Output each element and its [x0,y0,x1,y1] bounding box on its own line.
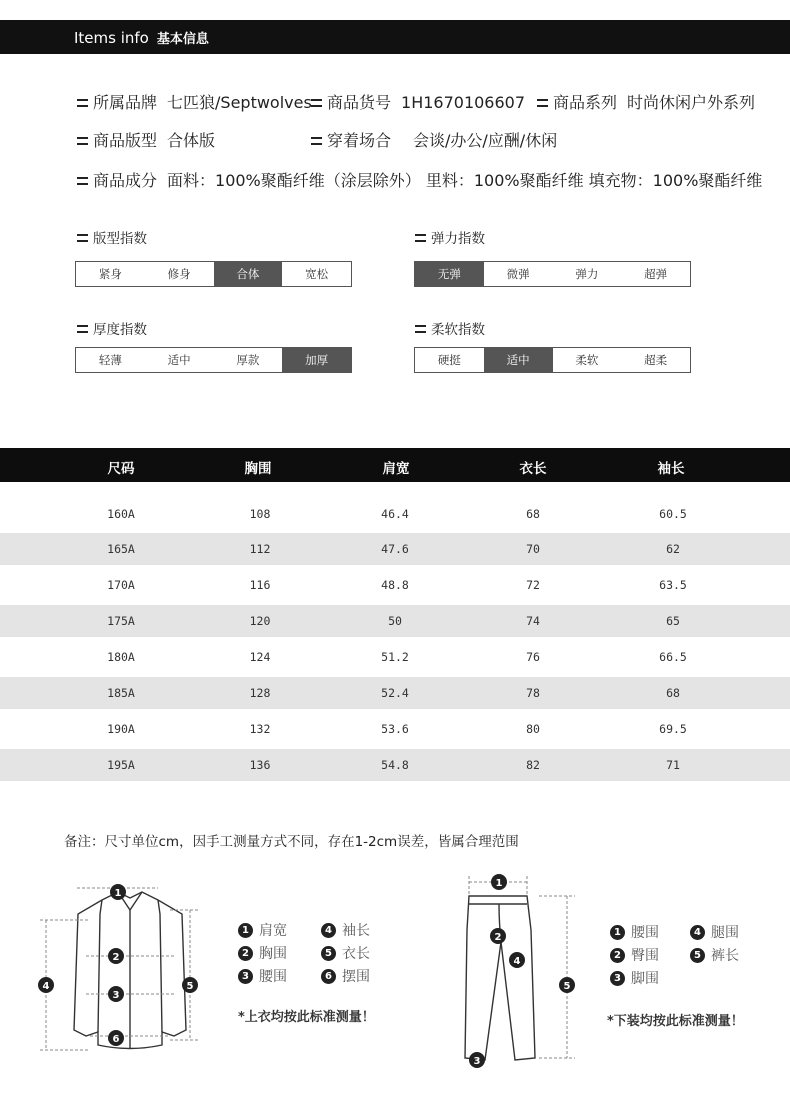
top-legend-item [238,920,287,940]
header-title-en: Items info [74,29,149,47]
thigh-marker-label: 4 [513,956,521,967]
equals-icon [77,99,88,107]
cell-shoulder: 53.6 [381,722,409,736]
legend-number: 4 [690,925,705,940]
cell-length: 76 [526,650,540,664]
equals-icon [77,234,88,242]
occasion-value: 会谈/办公/应酬/休闲 [413,131,558,150]
thickness-index-label: 厚度指数 [93,322,147,338]
stretch-index-scale [414,261,691,287]
equals-icon [77,325,88,333]
fit-value: 合体版 [167,131,216,150]
cell-length: 68 [526,507,540,521]
cell-shoulder: 54.8 [381,758,409,772]
legend-number: 4 [321,923,336,938]
legend-number: 3 [238,969,253,984]
top-legend-item [238,966,287,986]
equals-icon [415,325,426,333]
table-row [0,641,790,673]
pants-waist-marker-label: 1 [495,878,503,889]
softness-index-title [415,318,485,338]
series-label: 商品系列 [553,93,618,112]
pants-length-marker-label: 5 [563,981,571,992]
stretch-option: 微弹 [506,267,530,281]
bottom-legend-item [690,945,739,965]
legend-number: 3 [610,971,625,986]
hip-marker-label: 2 [494,932,502,943]
equals-icon [415,234,426,242]
equals-icon [537,99,548,107]
fit-info [77,128,215,151]
legend-label: 腰围 [259,969,287,985]
hem-circumference-marker-label: 3 [473,1056,481,1067]
cell-chest: 116 [249,578,271,592]
legend-label: 肩宽 [259,923,287,939]
fit-index-title [77,227,147,247]
table-row [0,749,790,781]
softness-option: 适中 [484,348,553,372]
header-size: 尺码 [107,461,135,477]
top-legend-item [321,966,370,986]
size-table-header [0,448,790,482]
cell-sleeve: 71 [666,758,680,772]
thickness-index-scale [75,347,352,373]
legend-number: 2 [238,946,253,961]
bottom-standard-note: *下装均按此标准测量！ [607,1014,744,1029]
material-info [77,168,762,191]
cell-length: 72 [526,578,540,592]
fit-index-scale [75,261,352,287]
brand-info [77,90,312,113]
legend-label: 胸围 [259,946,287,962]
pants-diagram [455,870,595,1070]
equals-icon [311,99,322,107]
bottom-legend-item [610,922,659,942]
top-legend-item [321,943,370,963]
cell-sleeve: 66.5 [659,650,687,664]
sku-value: 1H1670106607 [401,93,526,112]
legend-label: 衣长 [342,946,370,962]
top-legend-item [238,943,287,963]
legend-number: 5 [690,948,705,963]
header-chest: 胸围 [244,461,272,477]
sleeve-marker-label: 4 [42,981,50,992]
header-shoulder: 肩宽 [382,461,410,477]
hem-marker-label: 6 [112,1034,120,1045]
occasion-info [311,128,557,151]
fit-option: 合体 [214,262,283,286]
sku-label: 商品货号 [327,93,392,112]
material-value: 面料：100%聚酯纤维（涂层除外） 里料：100%聚酯纤维 填充物：100%聚酯纤维 [167,171,763,190]
legend-label: 袖长 [342,923,370,939]
equals-icon [311,137,322,145]
cell-chest: 124 [249,650,271,664]
cell-shoulder: 50 [388,614,402,628]
brand-label: 所属品牌 [93,93,158,112]
cell-size: 175A [107,614,135,628]
cell-length: 78 [526,686,540,700]
legend-label: 裤长 [711,948,739,964]
stretch-option: 无弹 [415,262,484,286]
cell-length: 70 [526,542,540,556]
cell-sleeve: 63.5 [659,578,687,592]
cell-size: 165A [107,542,135,556]
cell-chest: 128 [249,686,271,700]
cell-size: 160A [107,507,135,521]
legend-label: 腰围 [631,925,659,941]
cell-length: 74 [526,614,540,628]
softness-index-scale [414,347,691,373]
equals-icon [77,137,88,145]
cell-chest: 136 [249,758,271,772]
legend-number: 1 [238,923,253,938]
legend-label: 腿围 [711,925,739,941]
stretch-index-title [415,227,485,247]
shoulder-marker-label: 1 [114,888,122,899]
legend-label: 臀围 [631,948,659,964]
cell-shoulder: 48.8 [381,578,409,592]
waist-marker-label: 3 [112,990,120,1001]
legend-label: 脚围 [631,971,659,987]
cell-size: 170A [107,578,135,592]
cell-chest: 108 [249,507,271,521]
top-standard-note: *上衣均按此标准测量！ [238,1010,375,1025]
cell-length: 80 [526,722,540,736]
equals-icon [77,177,88,185]
series-info [537,90,755,113]
legend-label: 摆围 [342,969,370,985]
cell-size: 195A [107,758,135,772]
cell-size: 180A [107,650,135,664]
chest-marker-label: 2 [112,952,120,963]
softness-option: 柔软 [575,353,599,367]
table-row [0,677,790,709]
top-legend-item [321,920,370,940]
series-value: 时尚休闲户外系列 [627,93,756,112]
stretch-option: 超弹 [644,267,668,281]
header-length: 衣长 [519,461,547,477]
cell-size: 185A [107,686,135,700]
table-row [0,605,790,637]
cell-length: 82 [526,758,540,772]
cell-sleeve: 60.5 [659,507,687,521]
cell-sleeve: 65 [666,614,680,628]
cell-size: 190A [107,722,135,736]
legend-number: 6 [321,969,336,984]
cell-chest: 112 [249,542,271,556]
thickness-option: 厚款 [236,353,260,367]
table-row [0,533,790,565]
cell-chest: 132 [249,722,271,736]
legend-number: 5 [321,946,336,961]
table-row [0,713,790,745]
cell-sleeve: 69.5 [659,722,687,736]
fit-option: 宽松 [305,267,329,281]
cell-shoulder: 52.4 [381,686,409,700]
fit-option: 紧身 [98,267,122,281]
measurement-note: 备注：尺寸单位cm，因手工测量方式不同，存在1-2cm误差，皆属合理范围 [64,834,519,850]
cell-shoulder: 46.4 [381,507,409,521]
softness-option: 超柔 [644,353,668,367]
softness-option: 硬挺 [437,353,461,367]
stretch-index-label: 弹力指数 [431,231,485,247]
bottom-legend-item [610,945,659,965]
legend-number: 1 [610,925,625,940]
legend-number: 2 [610,948,625,963]
material-label: 商品成分 [93,171,158,190]
header-sleeve: 袖长 [657,461,685,477]
cell-sleeve: 68 [666,686,680,700]
sku-info [311,90,525,113]
fit-index-label: 版型指数 [93,231,147,247]
header-title-cn: 基本信息 [156,32,209,47]
cell-shoulder: 51.2 [381,650,409,664]
thickness-option: 加厚 [282,348,351,372]
thickness-index-title [77,318,147,338]
header-title [74,28,209,47]
softness-index-label: 柔软指数 [431,322,485,338]
fit-label: 商品版型 [93,131,158,150]
thickness-option: 适中 [167,353,191,367]
bottom-legend-item [690,922,739,942]
thickness-option: 轻薄 [98,353,122,367]
shirt-diagram [30,870,220,1065]
length-marker-label: 5 [186,981,194,992]
fit-option: 修身 [167,267,191,281]
occasion-label: 穿着场合 [327,131,392,150]
stretch-option: 弹力 [575,267,599,281]
items-info-header [0,20,790,54]
table-row [0,498,790,530]
cell-chest: 120 [249,614,271,628]
bottom-legend-item [610,968,659,988]
brand-value: 七匹狼/Septwolves [167,93,312,112]
cell-sleeve: 62 [666,542,680,556]
cell-shoulder: 47.6 [381,542,409,556]
table-row [0,569,790,601]
